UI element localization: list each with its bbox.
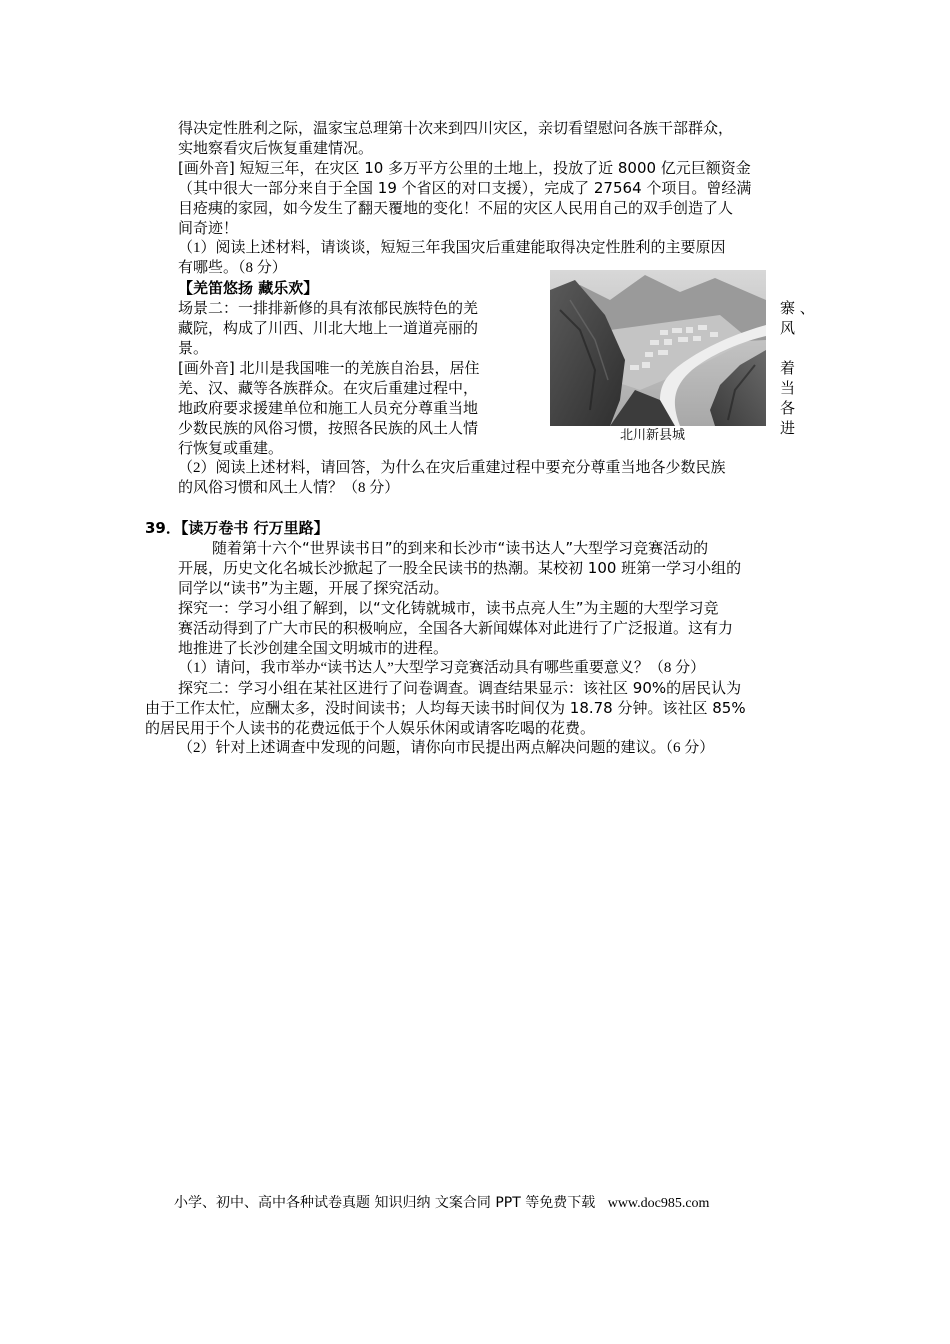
question-39-1: （1）请问，我市举办“读书达人”大型学习竞赛活动具有哪些重要意义？（8 分） — [178, 660, 706, 676]
scene-line-wrap: 寨 、 — [780, 299, 815, 317]
voiceover-line: （其中很大一部分来自于全国 19 个省区的对口支援），完成了 27564 个项目。曾经满 — [178, 179, 752, 197]
question-39-2: （2）针对上述调查中发现的问题，请你向市民提出两点解决问题的建议。（6 分） — [178, 740, 715, 756]
voiceover-line: 间奇迹！ — [178, 219, 239, 237]
voiceover-2-line: 地政府要求援建单位和施工人员充分尊重当地 — [178, 399, 479, 417]
question-2-line: （2）阅读上述材料，请回答，为什么在灾后重建过程中要充分尊重当地各少数民族 — [178, 460, 726, 476]
voiceover-2-line: 羌、汉、藏等各族群众。在灾后重建过程中， — [178, 379, 479, 397]
scene-line: 场景二：一排排新修的具有浓郁民族特色的羌 — [178, 299, 479, 317]
voiceover-line: 目疮痍的家园，如今发生了翻天覆地的变化！不屈的灾区人民用自己的双手创造了人 — [178, 199, 734, 217]
voiceover-2-line: [画外音] 北川是我国唯一的羌族自治县，居住 — [178, 359, 480, 377]
voiceover-2-wrap: 当 — [780, 379, 796, 397]
paragraph-line: 得决定性胜利之际，温家宝总理第十次来到四川灾区，亲切看望慰问各族干部群众， — [178, 119, 734, 137]
voiceover-2-line: 行恢复或重建。 — [178, 439, 284, 457]
question-2-line: 的风俗习惯和风土人情？（8 分） — [178, 480, 400, 496]
question-39-heading: 39．【读万卷书 行万里路】 — [145, 519, 329, 537]
voiceover-2-line: 少数民族的风俗习惯，按照各民族的风土人情 — [178, 419, 479, 437]
footer-text: 小学、初中、高中各种试卷真题 知识归纳 文案合同 PPT 等免费下载 — [174, 1195, 596, 1211]
beichuan-photo — [550, 270, 766, 426]
explore-1-line: 地推进了长沙创建全国文明城市的进程。 — [178, 639, 449, 657]
explore-2-line: 的居民用于个人读书的花费远低于个人娱乐休闲或请客吃喝的花费。 — [145, 719, 596, 737]
intro-line: 同学以“读书”为主题，开展了探究活动。 — [178, 579, 449, 597]
explore-2-line: 探究二：学习小组在某社区进行了问卷调查。调查结果显示：该社区 90%的居民认为 — [178, 679, 742, 697]
voiceover-line: [画外音] 短短三年，在灾区 10 多万平方公里的土地上，投放了近 8000 亿元巨额资金 — [178, 159, 751, 177]
voiceover-2-wrap: 进 — [780, 419, 796, 437]
question-1-line: （1）阅读上述材料，请谈谈，短短三年我国灾后重建能取得决定性胜利的主要原因 — [178, 240, 726, 256]
scene-line-wrap: 风 — [780, 319, 796, 337]
sub-heading: 【羌笛悠扬 藏乐欢】 — [178, 279, 319, 297]
page-footer — [174, 1194, 709, 1213]
intro-line: 随着第十六个“世界读书日”的到来和长沙市“读书达人”大型学习竞赛活动的 — [212, 539, 709, 557]
scene-line: 藏院，构成了川西、川北大地上一道道亮丽的 — [178, 319, 479, 337]
paragraph-line: 实地察看灾后恢复重建情况。 — [178, 139, 374, 157]
voiceover-2-wrap: 各 — [780, 399, 796, 417]
question-1-line: 有哪些。（8 分） — [178, 260, 287, 276]
explore-1-line: 赛活动得到了广大市民的积极响应，全国各大新闻媒体对此进行了广泛报道。这有力 — [178, 619, 734, 637]
explore-2-line: 由于工作太忙，应酬太多，没时间读书；人均每天读书时间仅为 18.78 分钟。该社区 85% — [145, 699, 746, 717]
intro-line: 开展，历史文化名城长沙掀起了一股全民读书的热潮。某校初 100 班第一学习小组的 — [178, 559, 742, 577]
voiceover-2-wrap: 着 — [780, 359, 796, 377]
photo-caption: 北川新县城 — [620, 428, 686, 443]
scene-line: 景。 — [178, 339, 209, 357]
explore-1-line: 探究一：学习小组了解到，以“文化铸就城市，读书点亮人生”为主题的大型学习竞 — [178, 599, 719, 617]
footer-url[interactable]: www.doc985.com — [607, 1196, 710, 1211]
